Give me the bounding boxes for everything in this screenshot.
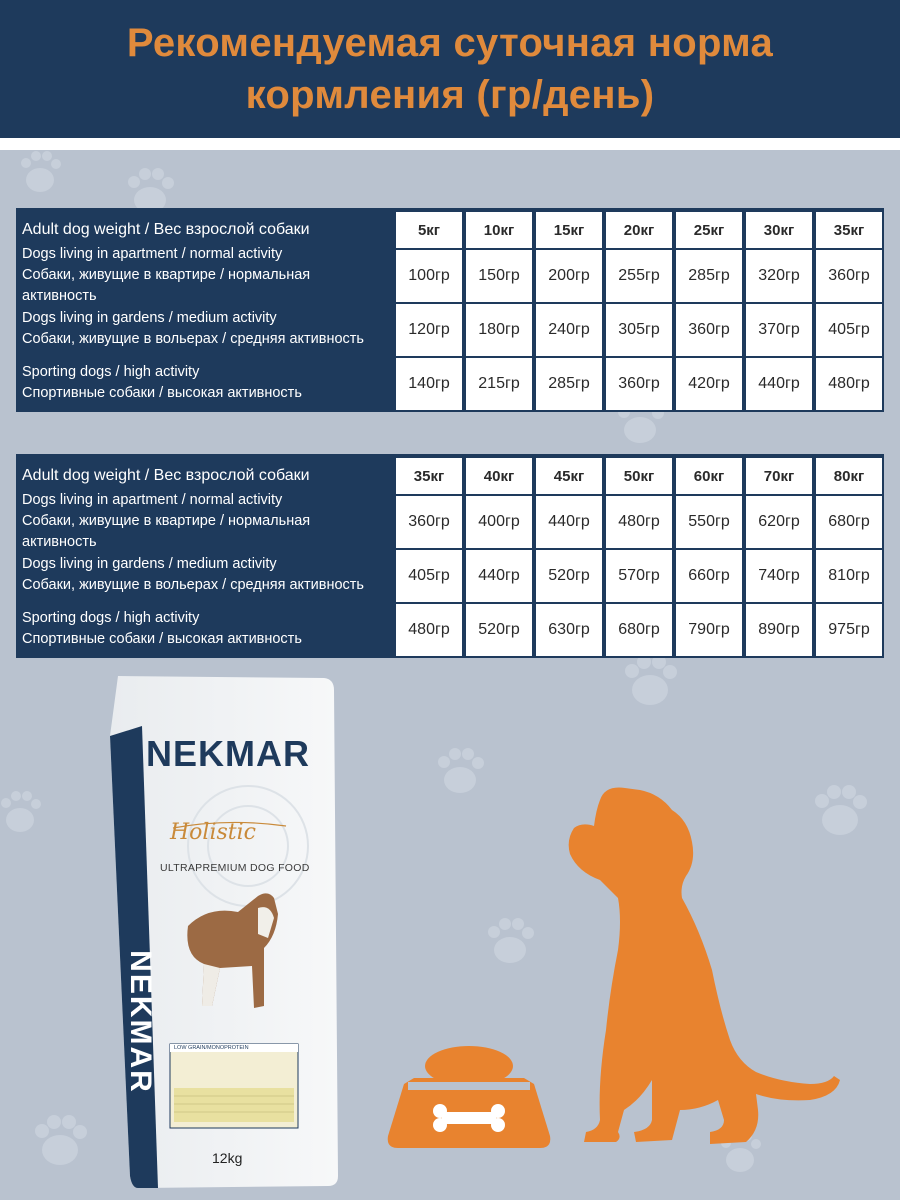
row-label-apartment: [18, 245, 392, 304]
weight-header-cell: 50кг: [606, 458, 672, 494]
portion-cell: 620гр: [746, 496, 812, 548]
portion-cell: 150гр: [466, 250, 532, 302]
package-side-brand: NEKMAR: [124, 950, 157, 1094]
package-line-name: Holistic: [170, 820, 256, 845]
weight-header-cell: 40кг: [466, 458, 532, 494]
portion-cell: 120гр: [396, 304, 462, 356]
package-weight: 12kg: [212, 1150, 243, 1166]
row-label-en: Dogs living in apartment / normal activity: [22, 491, 283, 508]
table-header-label: Adult dog weight / Вес взрослой собаки: [22, 220, 310, 238]
row-label-gardens: [18, 302, 392, 356]
portion-cell: 660гр: [676, 550, 742, 602]
portion-cell: 360гр: [676, 304, 742, 356]
row-label-en: Dogs living in gardens / medium activity: [22, 310, 277, 326]
portion-cell: 200гр: [536, 250, 602, 302]
row-label-ru: Собаки, живущие в квартире / нормальная активность: [22, 512, 311, 550]
portion-cell: 890гр: [746, 604, 812, 656]
weight-header-cell: 35кг: [816, 212, 882, 248]
portion-cell: 285гр: [536, 358, 602, 410]
portion-cell: 405гр: [816, 304, 882, 356]
portion-cell: 810гр: [816, 550, 882, 602]
row-label-sporting: [18, 602, 392, 656]
portion-cell: 440гр: [466, 550, 532, 602]
header-divider: [0, 138, 900, 150]
portion-cell: 320гр: [746, 250, 812, 302]
portion-cell: 405гр: [396, 550, 462, 602]
portion-cell: 480гр: [816, 358, 882, 410]
portion-cell: 680гр: [606, 604, 672, 656]
table-header-label: Adult dog weight / Вес взрослой собаки: [22, 466, 310, 484]
weight-header-cell: 35кг: [396, 458, 462, 494]
portion-cell: 520гр: [466, 604, 532, 656]
row-label-en: Dogs living in gardens / medium activity: [22, 556, 277, 572]
portion-cell: 480гр: [606, 496, 672, 548]
weight-header-cell: 15кг: [536, 212, 602, 248]
portion-cell: 360гр: [396, 496, 462, 548]
weight-header-cell: 5кг: [396, 212, 462, 248]
portion-cell: 630гр: [536, 604, 602, 656]
page-title-line-2: кормления (гр/день): [245, 73, 655, 117]
portion-cell: 285гр: [676, 250, 742, 302]
weight-header-cell: 10кг: [466, 212, 532, 248]
weight-header-cell: 80кг: [816, 458, 882, 494]
food-bowl-icon: [384, 1040, 554, 1150]
portion-cell: 360гр: [816, 250, 882, 302]
portion-cell: 550гр: [676, 496, 742, 548]
row-label-ru: Собаки, живущие в квартире / нормальная активность: [22, 266, 311, 304]
weight-header-cell: 70кг: [746, 458, 812, 494]
weight-header-cell: 25кг: [676, 212, 742, 248]
portion-cell: 790гр: [676, 604, 742, 656]
portion-cell: 400гр: [466, 496, 532, 548]
row-label-ru: Спортивные собаки / высокая активность: [22, 385, 302, 401]
package-label-text: LOW GRAIN/MONOPROTEIN: [174, 1045, 249, 1051]
portion-cell: 680гр: [816, 496, 882, 548]
portion-cell: 570гр: [606, 550, 672, 602]
portion-cell: 180гр: [466, 304, 532, 356]
weight-header-cell: 20кг: [606, 212, 672, 248]
portion-cell: 305гр: [606, 304, 672, 356]
row-label-ru: Собаки, живущие в вольерах / средняя активность: [22, 577, 364, 593]
portion-cell: 140гр: [396, 358, 462, 410]
row-label-ru: Спортивные собаки / высокая активность: [22, 631, 302, 647]
page-title-line-1: Рекомендуемая суточная норма: [126, 21, 774, 65]
row-label-en: Sporting dogs / high activity: [22, 364, 200, 380]
row-label-en: Sporting dogs / high activity: [22, 610, 200, 626]
weight-header-cell: 60кг: [676, 458, 742, 494]
dog-silhouette-icon: [560, 780, 850, 1170]
row-label-apartment: [18, 491, 392, 550]
row-label-gardens: [18, 548, 392, 602]
feeding-table-small-breeds: [16, 208, 884, 412]
row-label-en: Dogs living in apartment / normal activity: [22, 245, 283, 262]
weight-header-cell: 30кг: [746, 212, 812, 248]
portion-cell: 520гр: [536, 550, 602, 602]
feeding-table-large-breeds: [16, 454, 884, 658]
row-label-ru: Собаки, живущие в вольерах / средняя активность: [22, 331, 364, 347]
portion-cell: 740гр: [746, 550, 812, 602]
portion-cell: 240гр: [536, 304, 602, 356]
weight-header-cell: 45кг: [536, 458, 602, 494]
package-subtitle: ULTRAPREMIUM DOG FOOD: [160, 862, 310, 874]
portion-cell: 480гр: [396, 604, 462, 656]
portion-cell: 420гр: [676, 358, 742, 410]
portion-cell: 255гр: [606, 250, 672, 302]
page-header: [0, 0, 900, 138]
portion-cell: 440гр: [746, 358, 812, 410]
portion-cell: 100гр: [396, 250, 462, 302]
portion-cell: 360гр: [606, 358, 672, 410]
package-brand: NEKMAR: [146, 733, 310, 774]
portion-cell: 975гр: [816, 604, 882, 656]
row-label-sporting: [18, 356, 392, 410]
portion-cell: 370гр: [746, 304, 812, 356]
portion-cell: 440гр: [536, 496, 602, 548]
portion-cell: 215гр: [466, 358, 532, 410]
